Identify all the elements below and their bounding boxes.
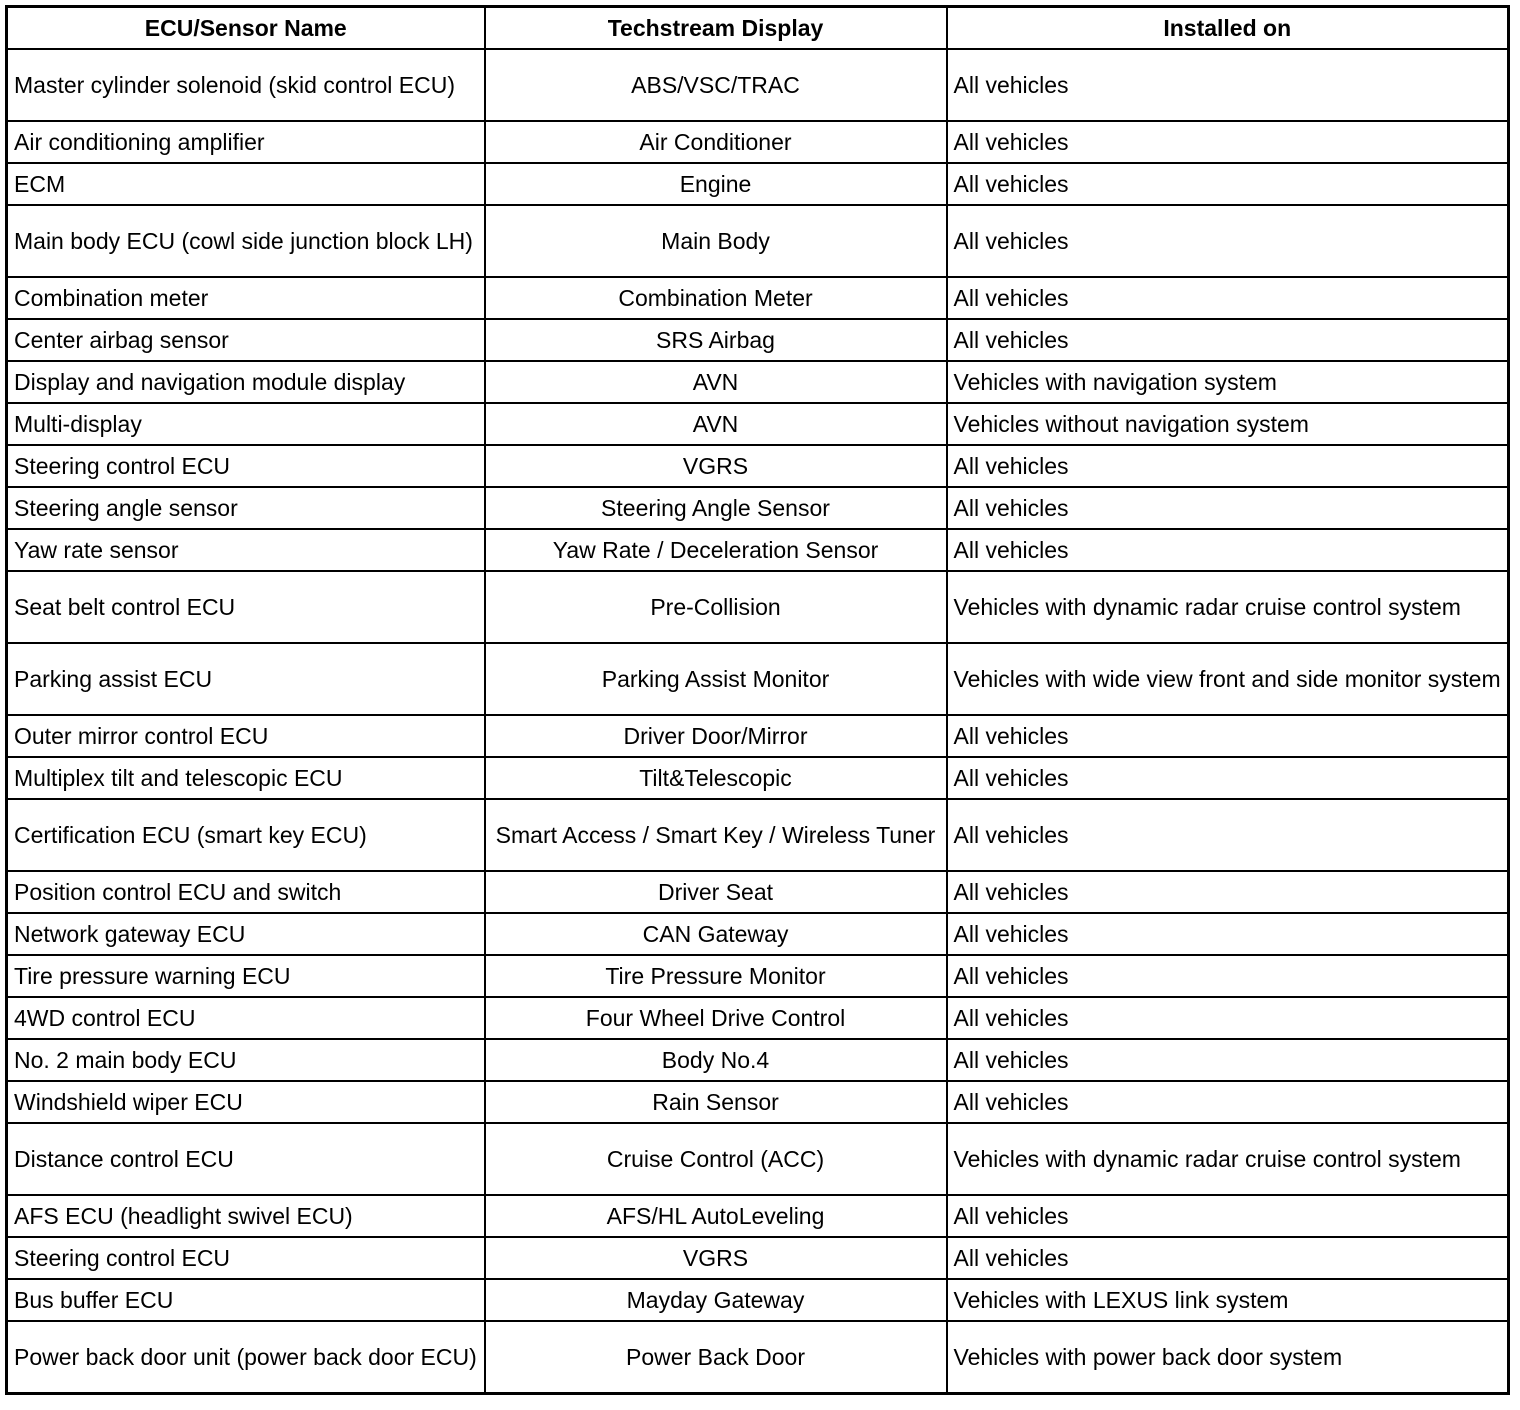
cell-installed-on: All vehicles xyxy=(947,799,1509,871)
cell-techstream-display: Yaw Rate / Deceleration Sensor xyxy=(485,529,947,571)
cell-installed-on: All vehicles xyxy=(947,757,1509,799)
table-row xyxy=(7,571,1509,643)
table-row xyxy=(7,1123,1509,1195)
cell-techstream-display: Driver Seat xyxy=(485,871,947,913)
cell-techstream-display: Body No.4 xyxy=(485,1039,947,1081)
cell-techstream-display: Cruise Control (ACC) xyxy=(485,1123,947,1195)
cell-ecu-sensor-name: Center airbag sensor xyxy=(7,319,485,361)
table-row xyxy=(7,757,1509,799)
cell-ecu-sensor-name: Distance control ECU xyxy=(7,1123,485,1195)
table-header xyxy=(7,7,1509,50)
cell-ecu-sensor-name: Steering angle sensor xyxy=(7,487,485,529)
cell-installed-on: All vehicles xyxy=(947,871,1509,913)
table-row xyxy=(7,121,1509,163)
table-row xyxy=(7,643,1509,715)
cell-ecu-sensor-name: 4WD control ECU xyxy=(7,997,485,1039)
cell-techstream-display: Combination Meter xyxy=(485,277,947,319)
cell-techstream-display: Pre-Collision xyxy=(485,571,947,643)
cell-ecu-sensor-name: ECM xyxy=(7,163,485,205)
cell-installed-on: All vehicles xyxy=(947,319,1509,361)
table-row xyxy=(7,1039,1509,1081)
cell-ecu-sensor-name: AFS ECU (headlight swivel ECU) xyxy=(7,1195,485,1237)
cell-techstream-display: Rain Sensor xyxy=(485,1081,947,1123)
cell-ecu-sensor-name: Multi-display xyxy=(7,403,485,445)
cell-installed-on: All vehicles xyxy=(947,49,1509,121)
cell-installed-on: All vehicles xyxy=(947,277,1509,319)
cell-ecu-sensor-name: Parking assist ECU xyxy=(7,643,485,715)
table-row xyxy=(7,1081,1509,1123)
cell-ecu-sensor-name: Steering control ECU xyxy=(7,445,485,487)
table-body xyxy=(7,49,1509,1394)
cell-techstream-display: CAN Gateway xyxy=(485,913,947,955)
table-row xyxy=(7,205,1509,277)
table-row xyxy=(7,361,1509,403)
cell-ecu-sensor-name: Windshield wiper ECU xyxy=(7,1081,485,1123)
ecu-sensor-table xyxy=(5,5,1510,1395)
cell-ecu-sensor-name: Air conditioning amplifier xyxy=(7,121,485,163)
cell-installed-on: Vehicles with navigation system xyxy=(947,361,1509,403)
cell-installed-on: All vehicles xyxy=(947,1195,1509,1237)
cell-techstream-display: Smart Access / Smart Key / Wireless Tuner xyxy=(485,799,947,871)
cell-installed-on: Vehicles with power back door system xyxy=(947,1321,1509,1394)
cell-ecu-sensor-name: Position control ECU and switch xyxy=(7,871,485,913)
cell-installed-on: All vehicles xyxy=(947,445,1509,487)
table-row xyxy=(7,49,1509,121)
cell-ecu-sensor-name: Outer mirror control ECU xyxy=(7,715,485,757)
table-row xyxy=(7,913,1509,955)
cell-ecu-sensor-name: Multiplex tilt and telescopic ECU xyxy=(7,757,485,799)
cell-installed-on: All vehicles xyxy=(947,529,1509,571)
cell-techstream-display: AVN xyxy=(485,361,947,403)
cell-installed-on: All vehicles xyxy=(947,1039,1509,1081)
cell-ecu-sensor-name: Steering control ECU xyxy=(7,1237,485,1279)
cell-installed-on: Vehicles with dynamic radar cruise control system xyxy=(947,1123,1509,1195)
cell-ecu-sensor-name: Tire pressure warning ECU xyxy=(7,955,485,997)
cell-ecu-sensor-name: Seat belt control ECU xyxy=(7,571,485,643)
cell-techstream-display: Driver Door/Mirror xyxy=(485,715,947,757)
table-row xyxy=(7,277,1509,319)
table-row xyxy=(7,487,1509,529)
table-row xyxy=(7,319,1509,361)
ecu-table-container xyxy=(5,5,1507,1395)
cell-installed-on: All vehicles xyxy=(947,487,1509,529)
cell-installed-on: Vehicles without navigation system xyxy=(947,403,1509,445)
cell-installed-on: All vehicles xyxy=(947,1237,1509,1279)
table-row xyxy=(7,163,1509,205)
cell-ecu-sensor-name: Certification ECU (smart key ECU) xyxy=(7,799,485,871)
cell-installed-on: All vehicles xyxy=(947,121,1509,163)
table-row xyxy=(7,403,1509,445)
cell-techstream-display: Parking Assist Monitor xyxy=(485,643,947,715)
cell-ecu-sensor-name: Bus buffer ECU xyxy=(7,1279,485,1321)
cell-installed-on: All vehicles xyxy=(947,715,1509,757)
cell-techstream-display: AFS/HL AutoLeveling xyxy=(485,1195,947,1237)
cell-techstream-display: Air Conditioner xyxy=(485,121,947,163)
cell-techstream-display: SRS Airbag xyxy=(485,319,947,361)
cell-techstream-display: Main Body xyxy=(485,205,947,277)
cell-installed-on: Vehicles with wide view front and side monitor system xyxy=(947,643,1509,715)
cell-techstream-display: VGRS xyxy=(485,1237,947,1279)
table-row xyxy=(7,1279,1509,1321)
cell-installed-on: All vehicles xyxy=(947,955,1509,997)
table-row xyxy=(7,1195,1509,1237)
cell-techstream-display: Tilt&Telescopic xyxy=(485,757,947,799)
cell-installed-on: All vehicles xyxy=(947,1081,1509,1123)
header-installed-on: Installed on xyxy=(947,7,1509,50)
cell-techstream-display: Engine xyxy=(485,163,947,205)
table-row xyxy=(7,799,1509,871)
table-row xyxy=(7,871,1509,913)
header-techstream-display: Techstream Display xyxy=(485,7,947,50)
cell-ecu-sensor-name: Power back door unit (power back door ECU) xyxy=(7,1321,485,1394)
header-ecu-sensor-name: ECU/Sensor Name xyxy=(7,7,485,50)
cell-ecu-sensor-name: Yaw rate sensor xyxy=(7,529,485,571)
cell-ecu-sensor-name: Main body ECU (cowl side junction block LH) xyxy=(7,205,485,277)
table-row xyxy=(7,445,1509,487)
cell-installed-on: Vehicles with LEXUS link system xyxy=(947,1279,1509,1321)
header-row xyxy=(7,7,1509,50)
cell-ecu-sensor-name: Combination meter xyxy=(7,277,485,319)
cell-installed-on: All vehicles xyxy=(947,997,1509,1039)
table-row xyxy=(7,1321,1509,1394)
table-row xyxy=(7,1237,1509,1279)
cell-installed-on: All vehicles xyxy=(947,205,1509,277)
cell-techstream-display: Steering Angle Sensor xyxy=(485,487,947,529)
table-row xyxy=(7,955,1509,997)
cell-techstream-display: VGRS xyxy=(485,445,947,487)
table-row xyxy=(7,529,1509,571)
cell-techstream-display: Power Back Door xyxy=(485,1321,947,1394)
cell-techstream-display: ABS/VSC/TRAC xyxy=(485,49,947,121)
cell-installed-on: All vehicles xyxy=(947,163,1509,205)
cell-ecu-sensor-name: No. 2 main body ECU xyxy=(7,1039,485,1081)
cell-techstream-display: Four Wheel Drive Control xyxy=(485,997,947,1039)
cell-techstream-display: AVN xyxy=(485,403,947,445)
cell-techstream-display: Mayday Gateway xyxy=(485,1279,947,1321)
cell-installed-on: All vehicles xyxy=(947,913,1509,955)
table-row xyxy=(7,715,1509,757)
cell-ecu-sensor-name: Master cylinder solenoid (skid control ECU) xyxy=(7,49,485,121)
cell-ecu-sensor-name: Network gateway ECU xyxy=(7,913,485,955)
cell-techstream-display: Tire Pressure Monitor xyxy=(485,955,947,997)
cell-ecu-sensor-name: Display and navigation module display xyxy=(7,361,485,403)
cell-installed-on: Vehicles with dynamic radar cruise control system xyxy=(947,571,1509,643)
table-row xyxy=(7,997,1509,1039)
